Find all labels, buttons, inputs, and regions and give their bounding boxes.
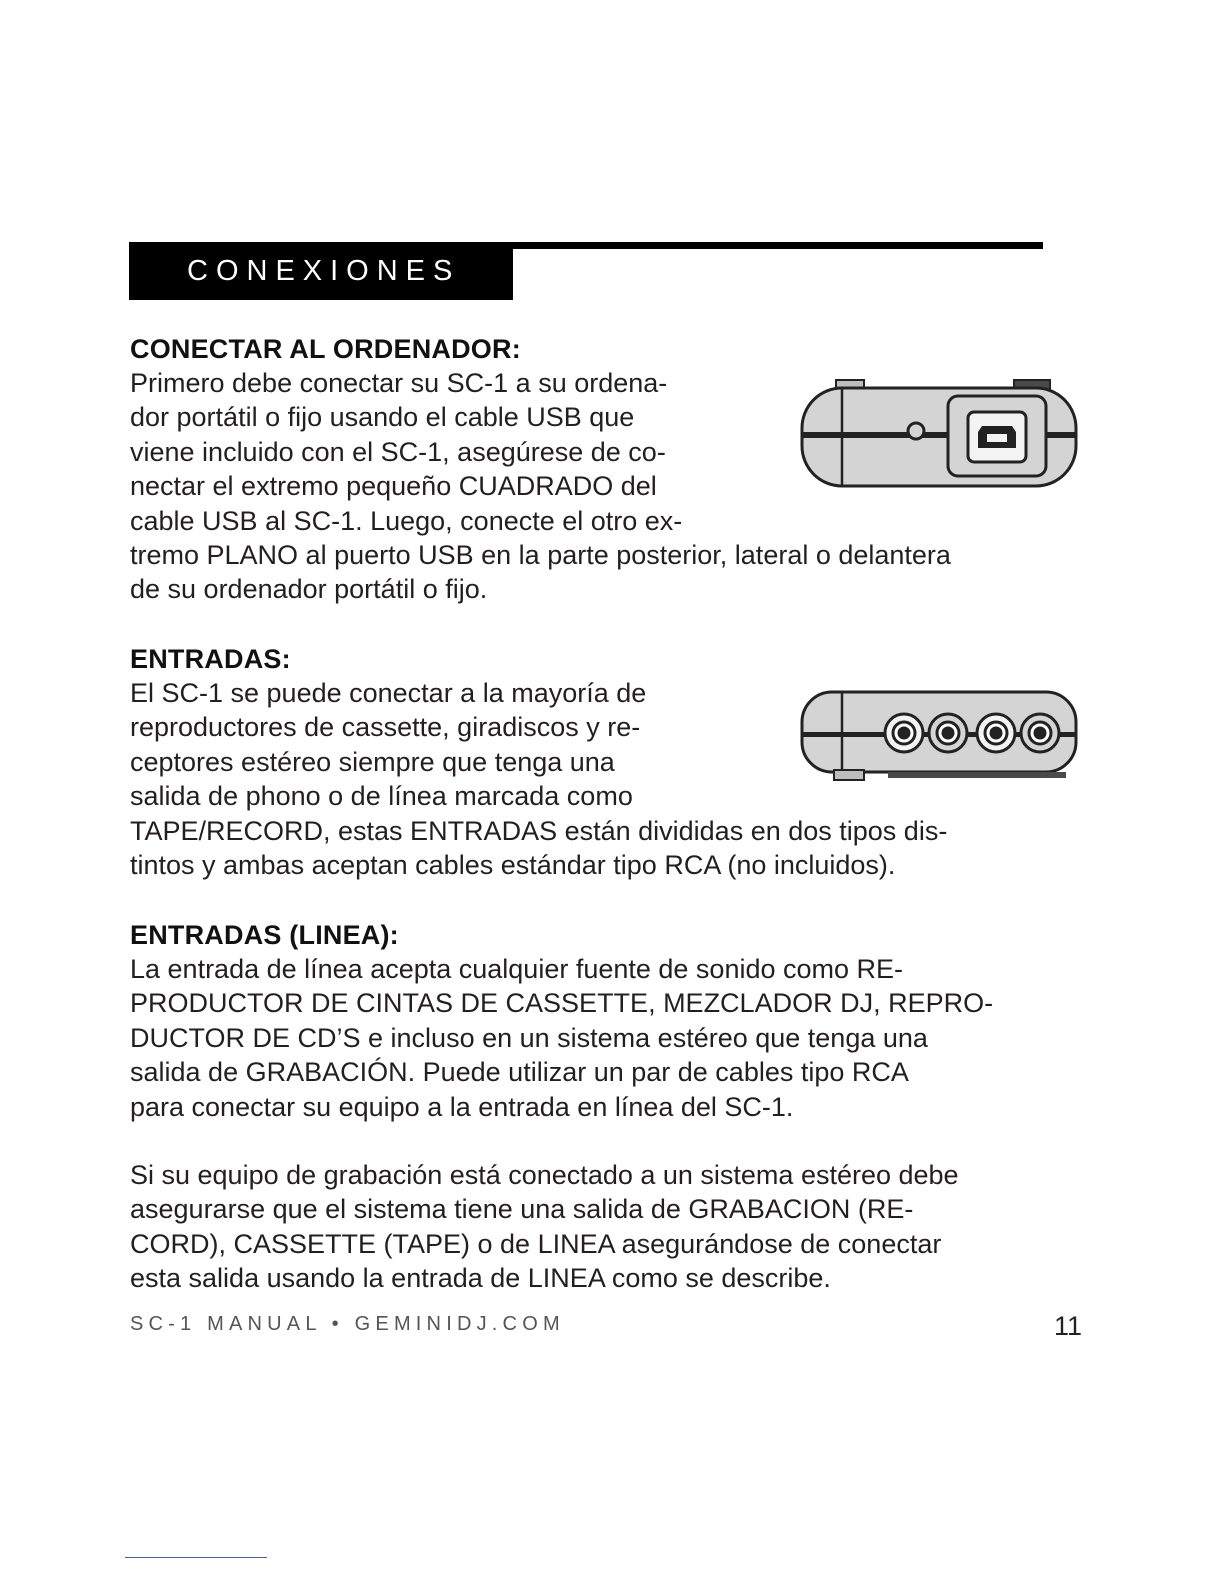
text-line: DUCTOR DE CD’S e incluso en un sistema estéreo que tenga una	[130, 1022, 928, 1053]
corner-divider	[125, 1557, 267, 1558]
text-line: Si su equipo de grabación está conectado a un sistema estéreo debe	[130, 1160, 959, 1190]
text-line: viene incluido con el SC-1, asegúrese de co-	[130, 436, 666, 467]
paragraph-connect-computer-wrapped	[130, 366, 747, 538]
text-line: salida de GRABACIÓN. Puede utilizar un par de cables tipo RCA	[130, 1057, 909, 1088]
text-line: El SC-1 se puede conectar a la mayoría de	[130, 678, 647, 708]
paragraph-connect-computer-full	[130, 538, 1080, 607]
text-line: esta salida usando la entrada de LINEA como se describe.	[130, 1263, 831, 1294]
heading-connect-computer: CONECTAR AL ORDENADOR:	[130, 334, 521, 364]
heading-inputs: ENTRADAS:	[130, 644, 291, 674]
text-line: dor portátil o fijo usando el cable USB que	[130, 402, 635, 433]
paragraph-recording	[130, 1158, 1080, 1296]
text-line: tintos y ambas aceptan cables estándar tipo RCA (no incluidos).	[130, 850, 896, 881]
text-line: PRODUCTOR DE CINTAS DE CASSETTE, MEZCLADOR DJ, REPRO-	[130, 988, 994, 1019]
footer-manual-title: SC-1 MANUAL • GEMINIDJ.COM	[130, 1313, 565, 1335]
text-line: Primero debe conectar su SC-1 a su ordena-	[130, 368, 668, 398]
text-line: CORD), CASSETTE (TAPE) o de LINEA asegurándose de conectar	[130, 1228, 942, 1259]
section-title: CONEXIONES	[129, 242, 513, 300]
paragraph-inputs-wrapped	[130, 676, 747, 814]
page-number: 11	[1053, 1311, 1082, 1341]
text-line: nectar el extremo pequeño CUADRADO del	[130, 471, 657, 502]
text-line: TAPE/RECORD, estas ENTRADAS están divididas en dos tipos dis-	[130, 816, 948, 846]
text-line: asegurarse que el sistema tiene una salida de GRABACION (RE-	[130, 1194, 914, 1225]
paragraph-line-inputs	[130, 952, 1080, 1124]
heading-line-inputs: ENTRADAS (LINEA):	[130, 920, 399, 950]
text-line: cable USB al SC-1. Luego, conecte el otro ex-	[130, 505, 683, 536]
text-line: La entrada de línea acepta cualquier fuente de sonido como RE-	[130, 954, 904, 984]
usb-port-illustration	[798, 376, 1080, 492]
rca-inputs-icon	[798, 688, 1080, 784]
text-line: para conectar su equipo a la entrada en línea del SC-1.	[130, 1091, 794, 1122]
text-line: salida de phono o de línea marcada como	[130, 781, 633, 812]
usb-port-icon	[798, 376, 1080, 492]
text-line: de su ordenador portátil o fijo.	[130, 574, 488, 605]
text-line: reproductores de cassette, giradiscos y re-	[130, 712, 641, 743]
text-line: tremo PLANO al puerto USB en la parte posterior, lateral o delantera	[130, 540, 951, 570]
paragraph-inputs-full	[130, 814, 1080, 883]
text-line: ceptores estéreo siempre que tenga una	[130, 746, 615, 777]
rca-inputs-illustration	[798, 688, 1080, 784]
